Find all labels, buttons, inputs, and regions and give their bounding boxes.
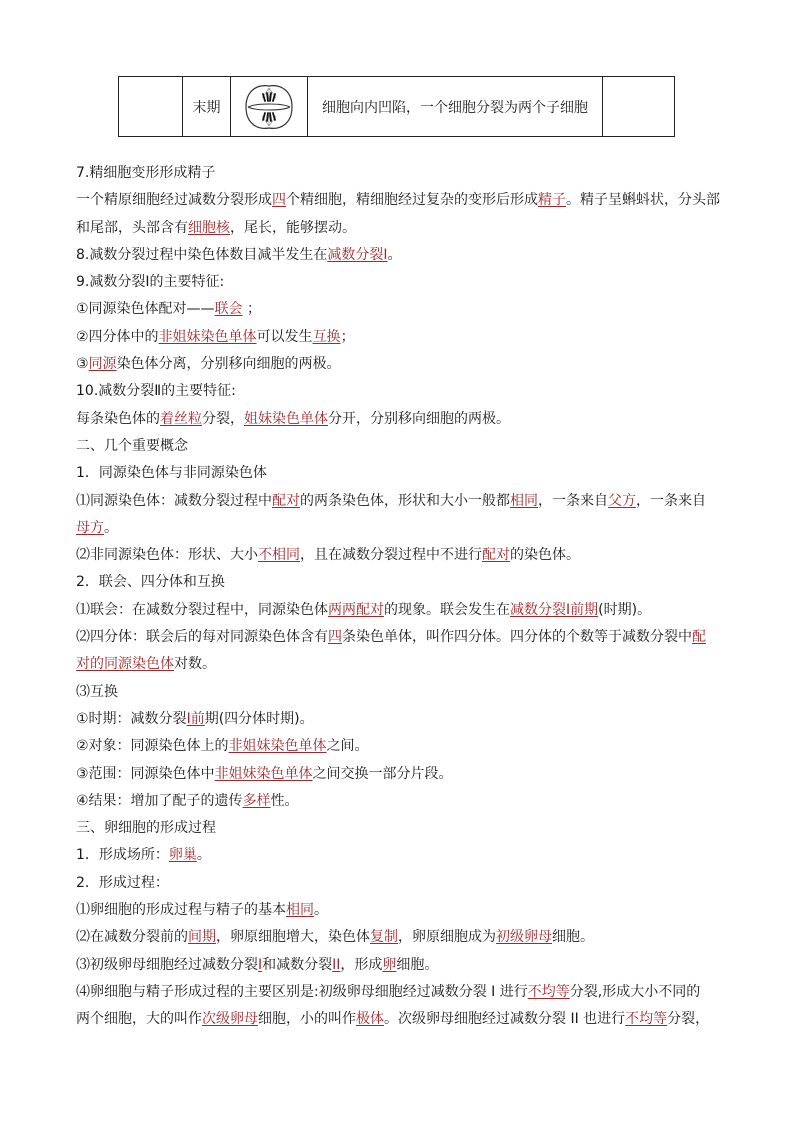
text-line <box>76 1006 726 1033</box>
stage-table <box>118 76 675 137</box>
answer-blank: 母方 <box>76 519 104 536</box>
text-segment: ⑷卵细胞与精子形成过程的主要区别是:初级卵母细胞经过减数分裂 I 进行 <box>76 983 528 1000</box>
text-segment: 可以发生 <box>256 328 313 345</box>
text-segment: 每条染色体的 <box>76 410 160 427</box>
text-segment: 。 <box>387 246 402 263</box>
text-line <box>76 433 726 460</box>
text-line <box>76 378 726 405</box>
text-line <box>76 842 726 869</box>
text-segment: 1．形成场所： <box>76 847 169 864</box>
answer-blank: 配对 <box>272 492 300 509</box>
text-line <box>76 515 726 542</box>
answer-blank: 着丝粒 <box>160 410 202 427</box>
text-segment: ⑶初级卵母细胞经过减数分裂 <box>76 956 258 973</box>
text-segment: ③ <box>76 356 89 373</box>
answer-blank: 姐妹染色单体 <box>244 410 328 427</box>
text-segment: 对数。 <box>174 656 216 673</box>
text-segment: 8.减数分裂过程中染色体数目减半发生在 <box>76 246 328 263</box>
text-segment: 之间交换一部分片段。 <box>312 765 453 782</box>
answer-blank: 配 <box>692 629 706 646</box>
text-line <box>76 870 726 897</box>
text-segment: (时期)。 <box>598 601 652 618</box>
text-segment: 。 <box>196 847 211 864</box>
text-segment: 染色体分离，分别移向细胞的两极。 <box>116 356 341 373</box>
text-segment: ⑴同源染色体：减数分裂过程中 <box>76 492 272 509</box>
text-segment: 一个精原细胞经过减数分裂形成 <box>76 192 272 209</box>
text-segment: 2．联会、四分体和互换 <box>76 574 225 591</box>
text-line <box>76 406 726 433</box>
text-segment: 细胞。 <box>552 929 594 946</box>
answer-blank: 极体 <box>356 1011 384 1028</box>
text-segment: 。 <box>104 519 118 536</box>
text-segment: ⑴联会：在减数分裂过程中，同源染色体 <box>76 601 328 618</box>
text-segment: 1．同源染色体与非同源染色体 <box>76 465 267 482</box>
text-segment: 细胞，小的叫作 <box>258 1011 356 1028</box>
text-line <box>76 924 726 951</box>
empty-cell <box>119 77 183 137</box>
answer-blank: 非姐妹染色单体 <box>158 328 257 345</box>
answer-blank: 四 <box>328 629 342 646</box>
answer-blank: Ⅰ前 <box>186 710 205 727</box>
answer-blank: 四 <box>272 192 286 209</box>
text-segment: ⑵非同源染色体：形状、大小 <box>76 547 258 564</box>
text-segment: 两个细胞，大的叫作 <box>76 1011 202 1028</box>
answer-blank: 卵巢 <box>168 847 197 864</box>
text-segment: 分裂， <box>202 410 244 427</box>
answer-blank: II <box>332 956 341 973</box>
text-line <box>76 269 726 296</box>
text-segment: ⑵在减数分裂前的 <box>76 929 188 946</box>
table-row <box>119 77 675 137</box>
text-segment: ，卵原细胞成为 <box>398 929 496 946</box>
text-segment: 9.减数分裂Ⅰ的主要特征: <box>76 274 225 291</box>
text-line <box>76 597 726 624</box>
text-segment: ，形成 <box>340 956 383 973</box>
text-line <box>76 706 726 733</box>
answer-blank: 次级卵母 <box>202 1011 258 1028</box>
answer-blank: 非姐妹染色单体 <box>214 765 313 782</box>
text-line <box>76 296 726 323</box>
text-segment: ，尾长，能够摆动。 <box>230 219 356 236</box>
answer-blank: 相同 <box>286 902 314 919</box>
text-segment: 分裂， <box>667 1011 710 1028</box>
text-segment: 和减数分裂 <box>262 956 333 973</box>
answer-blank: 配对 <box>482 547 510 564</box>
text-line <box>76 160 726 187</box>
answer-blank: I <box>258 956 263 973</box>
answer-blank: 不均等 <box>625 1011 668 1028</box>
text-segment: ②对象：同源染色体上的 <box>76 738 229 755</box>
text-segment: 个精细胞，精细胞经过复杂的变形后形成 <box>286 192 538 209</box>
document-body <box>76 160 726 1034</box>
text-line <box>76 979 726 1006</box>
answer-blank: 减数分裂Ⅰ <box>327 246 388 263</box>
text-segment: ，一条来自 <box>538 492 608 509</box>
answer-blank: 非姐妹染色单体 <box>228 738 327 755</box>
answer-blank: 父方 <box>608 492 636 509</box>
text-segment: 的现象。联会发生在 <box>384 601 510 618</box>
text-segment: 。精子呈蝌蚪状，分头部 <box>566 192 720 209</box>
description-cell <box>308 77 603 137</box>
text-segment: ⑶互换 <box>76 683 118 700</box>
cell-division-telophase-figure <box>240 80 298 134</box>
text-segment: 性。 <box>270 792 299 809</box>
text-line <box>76 679 726 706</box>
text-line <box>76 815 726 842</box>
text-segment: ③范围：同源染色体中 <box>76 765 215 782</box>
text-segment: 。次级卵母细胞经过减数分裂 II 也进行 <box>384 1011 626 1028</box>
text-line <box>76 569 726 596</box>
answer-blank: 卵 <box>382 956 397 973</box>
text-segment: 分开，分别移向细胞的两极。 <box>328 410 510 427</box>
text-line <box>76 488 726 515</box>
answer-blank: 间期 <box>188 929 216 946</box>
text-segment: 和尾部，头部含有 <box>76 219 188 236</box>
answer-blank: 两两配对 <box>328 601 384 618</box>
figure-cell <box>231 77 308 137</box>
text-line <box>76 542 726 569</box>
stage-description: 细胞向内凹陷，一个细胞分裂为两个子细胞 <box>322 99 588 116</box>
text-segment: ，卵原细胞增大，染色体 <box>216 929 370 946</box>
text-segment: ⑵四分体：联会后的每对同源染色体含有 <box>76 629 328 646</box>
text-segment: ； <box>340 328 355 345</box>
text-segment: 10.减数分裂Ⅱ的主要特征: <box>76 383 236 400</box>
text-segment: 三、卵细胞的形成过程 <box>76 820 216 837</box>
answer-blank: 复制 <box>370 929 398 946</box>
text-segment: 条染色单体，叫作四分体。四分体的个数等于减数分裂中 <box>342 629 692 646</box>
text-line <box>76 351 726 378</box>
answer-blank: 多样 <box>242 792 271 809</box>
text-segment: 的染色体。 <box>510 547 580 564</box>
answer-blank: 相同 <box>510 492 538 509</box>
answer-blank: 精子 <box>538 192 566 209</box>
text-segment: ，一条来自 <box>636 492 706 509</box>
answer-blank: 联会 <box>214 301 243 318</box>
text-line <box>76 242 726 269</box>
answer-blank: 互换 <box>312 328 341 345</box>
text-line <box>76 651 726 678</box>
empty-cell <box>603 77 675 137</box>
answer-blank: 同源 <box>88 356 117 373</box>
text-segment: ②四分体中的 <box>76 328 159 345</box>
text-line <box>76 460 726 487</box>
text-segment: ，且在减数分裂过程中不进行 <box>300 547 482 564</box>
answer-blank: 减数分裂Ⅰ前期 <box>510 601 599 618</box>
text-segment: 7.精细胞变形形成精子 <box>76 165 216 181</box>
text-segment: ④结果：增加了配子的遗传 <box>76 792 243 809</box>
stage-label: 末期 <box>192 99 221 116</box>
text-segment: 的两条染色体，形状和大小一般都 <box>300 492 510 509</box>
text-segment: 细胞。 <box>396 956 439 973</box>
stage-cell <box>183 77 231 137</box>
text-segment: 分裂,形成大小不同的 <box>569 983 701 1000</box>
answer-blank: 不均等 <box>527 983 570 1000</box>
text-segment: 期(四分体时期)。 <box>204 710 314 727</box>
answer-blank: 初级卵母 <box>496 929 552 946</box>
text-segment: 。 <box>314 902 328 919</box>
text-segment: ①时期：减数分裂 <box>76 710 187 727</box>
text-line <box>76 897 726 924</box>
text-line <box>76 788 726 815</box>
text-line <box>76 952 726 979</box>
text-line <box>76 187 726 214</box>
text-line <box>76 624 726 651</box>
text-segment: ①同源染色体配对—— <box>76 301 215 318</box>
text-line <box>76 733 726 760</box>
text-segment: ； <box>242 301 262 318</box>
answer-blank: 对的同源染色体 <box>76 656 174 673</box>
answer-blank: 不相同 <box>258 547 300 564</box>
text-segment: 之间。 <box>326 738 369 755</box>
text-segment: 二、几个重要概念 <box>76 437 188 454</box>
text-line <box>76 324 726 351</box>
text-line <box>76 761 726 788</box>
text-segment: 2．形成过程： <box>76 874 169 891</box>
text-segment: ⑴卵细胞的形成过程与精子的基本 <box>76 902 286 919</box>
answer-blank: 细胞核 <box>188 219 230 236</box>
text-line <box>76 215 726 242</box>
